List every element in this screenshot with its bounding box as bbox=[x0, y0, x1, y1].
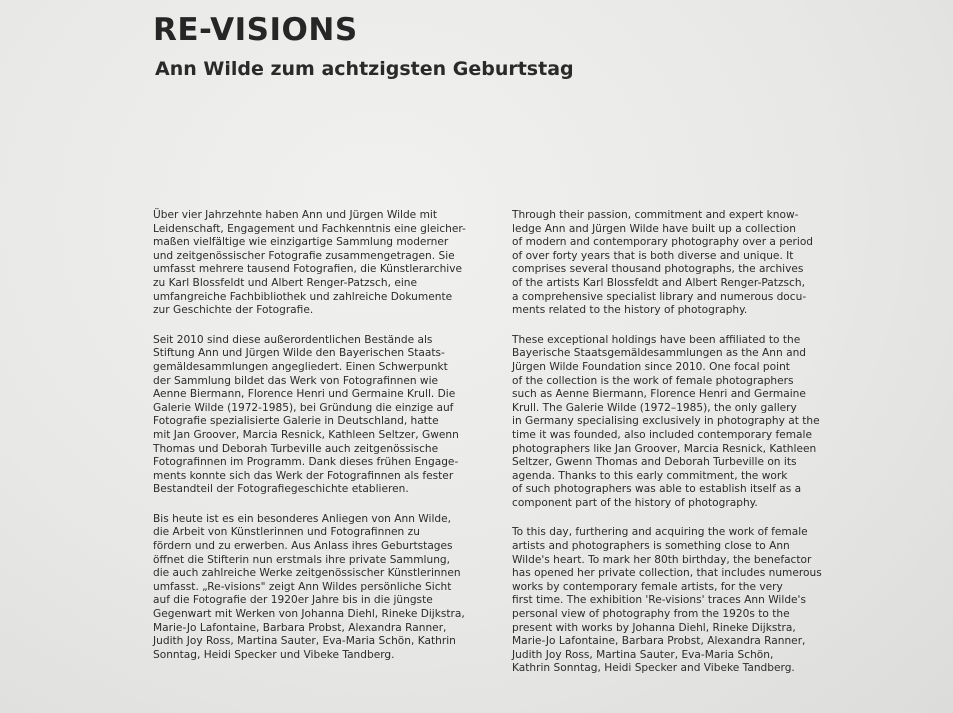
exhibition-title: RE-VISIONS bbox=[153, 12, 358, 48]
text-line: fördern und zu erwerben. Aus Anlass ihres Geburtstages bbox=[153, 540, 453, 553]
text-line: gemäldesammlungen angegliedert. Einen Schwerpunkt bbox=[153, 360, 448, 373]
text-line: agenda. Thanks to this early commitment, the work bbox=[512, 469, 788, 482]
text-line: Thomas und Deborah Turbeville auch zeitgenössische bbox=[153, 442, 439, 455]
text-line: first time. The exhibition 'Re-visions' traces Ann Wilde's bbox=[512, 594, 806, 607]
english-paragraph-1 bbox=[512, 209, 857, 318]
text-line: Jürgen Wilde Foundation since 2010. One focal point bbox=[512, 360, 790, 373]
text-line: öffnet die Stifterin nun erstmals ihre private Sammlung, bbox=[153, 553, 451, 566]
text-line: has opened her private collection, that includes numerous bbox=[512, 567, 822, 580]
text-line: artists and photographers is something close to Ann bbox=[512, 540, 790, 553]
text-line: maßen vielfältige wie einzigartige Sammlung moderner bbox=[153, 236, 449, 249]
text-line: Galerie Wilde (1972-1985), bei Gründung die einzige auf bbox=[153, 401, 454, 414]
text-line: Bayerische Staatsgemäldesammlungen as the Ann and bbox=[512, 347, 807, 360]
text-line: works by contemporary female artists, for the very bbox=[512, 580, 783, 593]
text-line: These exceptional holdings have been affiliated to the bbox=[512, 333, 801, 346]
text-line: personal view of photography from the 1920s to the bbox=[512, 608, 790, 621]
text-line: Marie-Jo Lafontaine, Barbara Probst, Alexandra Ranner, bbox=[153, 621, 447, 634]
german-text-column bbox=[153, 209, 498, 678]
exhibition-subtitle: Ann Wilde zum achtzigsten Geburtstag bbox=[155, 58, 574, 80]
text-line: umfasst mehrere tausend Fotografien, die Künstlerarchive bbox=[153, 263, 463, 276]
text-line: die Arbeit von Künstlerinnen und Fotografinnen zu bbox=[153, 526, 420, 539]
text-line: auf die Fotografie der 1920er Jahre bis in die jüngste bbox=[153, 594, 433, 607]
german-paragraph-3 bbox=[153, 513, 498, 663]
text-line: und zeitgenössischer Fotografie zusammengetragen. Sie bbox=[153, 249, 455, 262]
text-line: Sonntag, Heidi Specker und Vibeke Tandberg. bbox=[153, 648, 395, 661]
text-line: Judith Joy Ross, Martina Sauter, Eva-Maria Schön, bbox=[512, 648, 774, 661]
text-line: Kathrin Sonntag, Heidi Specker and Vibeke Tandberg. bbox=[512, 662, 795, 675]
text-line: der Sammlung bildet das Werk von Fotografinnen wie bbox=[153, 374, 439, 387]
text-line: Marie-Jo Lafontaine, Barbara Probst, Alexandra Ranner, bbox=[512, 635, 806, 648]
text-line: in Germany specialising exclusively in photography at the bbox=[512, 415, 820, 428]
text-line: Seit 2010 sind diese außerordentlichen Bestände als bbox=[153, 333, 433, 346]
text-line: Leidenschaft, Engagement und Fachkenntnis eine gleicher- bbox=[153, 222, 466, 235]
text-line: Judith Joy Ross, Martina Sauter, Eva-Maria Schön, Kathrin bbox=[153, 635, 456, 648]
text-line: time it was founded, also included contemporary female bbox=[512, 428, 813, 441]
text-line: component part of the history of photography. bbox=[512, 496, 758, 509]
text-line: zu Karl Blossfeldt und Albert Renger-Patzsch, eine bbox=[153, 276, 418, 289]
german-paragraph-2 bbox=[153, 334, 498, 497]
text-line: Bestandteil der Fotografiegeschichte etablieren. bbox=[153, 483, 409, 496]
text-line: Aenne Biermann, Florence Henri und Germaine Krull. Die bbox=[153, 388, 456, 401]
text-line: Stiftung Ann und Jürgen Wilde den Bayerischen Staats- bbox=[153, 347, 445, 360]
text-line: Fotografie spezialisierte Galerie in Deutschland, hatte bbox=[153, 415, 439, 428]
text-line: zur Geschichte der Fotografie. bbox=[153, 304, 314, 317]
text-line: a comprehensive specialist library and numerous docu- bbox=[512, 290, 807, 303]
german-paragraph-1 bbox=[153, 209, 498, 318]
text-line: of modern and contemporary photography over a period bbox=[512, 236, 814, 249]
text-line: present with works by Johanna Diehl, Rineke Dijkstra, bbox=[512, 621, 796, 634]
text-line: of such photographers was able to establish itself as a bbox=[512, 483, 802, 496]
text-line: of over forty years that is both diverse and unique. It bbox=[512, 249, 794, 262]
text-line: Seltzer, Gwenn Thomas and Deborah Turbeville on its bbox=[512, 456, 797, 469]
text-line: such as Aenne Biermann, Florence Henri and Germaine bbox=[512, 388, 806, 401]
text-line: die auch zahlreiche Werke zeitgenössischer Künstlerinnen bbox=[153, 567, 461, 580]
text-line: mit Jan Groover, Marcia Resnick, Kathleen Seltzer, Gwenn bbox=[153, 428, 459, 441]
english-paragraph-2 bbox=[512, 334, 857, 511]
english-paragraph-3 bbox=[512, 526, 857, 676]
text-line: ments konnte sich das Werk der Fotografinnen als fester bbox=[153, 469, 454, 482]
english-text-column bbox=[512, 209, 857, 692]
text-line: comprises several thousand photographs, the archives bbox=[512, 263, 804, 276]
text-line: of the artists Karl Blossfeldt and Albert Renger-Patzsch, bbox=[512, 276, 805, 289]
text-line: of the collection is the work of female photographers bbox=[512, 374, 794, 387]
text-line: To this day, furthering and acquiring the work of female bbox=[512, 526, 808, 539]
text-line: Through their passion, commitment and expert know- bbox=[512, 209, 799, 221]
text-line: ledge Ann and Jürgen Wilde have built up a collection bbox=[512, 222, 796, 235]
text-line: ments related to the history of photography. bbox=[512, 304, 748, 317]
text-line: umfasst. „Re-visions" zeigt Ann Wildes persönliche Sicht bbox=[153, 580, 452, 593]
text-line: Gegenwart mit Werken von Johanna Diehl, Rineke Dijkstra, bbox=[153, 608, 465, 621]
text-line: Krull. The Galerie Wilde (1972–1985), the only gallery bbox=[512, 401, 797, 414]
text-line: Fotografinnen im Programm. Dank dieses frühen Engage- bbox=[153, 456, 459, 469]
text-line: photographers like Jan Groover, Marcia Resnick, Kathleen bbox=[512, 442, 817, 455]
text-line: Bis heute ist es ein besonderes Anliegen von Ann Wilde, bbox=[153, 512, 452, 525]
text-line: umfangreiche Fachbibliothek und zahlreiche Dokumente bbox=[153, 290, 453, 303]
text-line: Über vier Jahrzehnte haben Ann und Jürgen Wilde mit bbox=[153, 209, 437, 221]
text-line: Wilde's heart. To mark her 80th birthday, the benefactor bbox=[512, 553, 812, 566]
